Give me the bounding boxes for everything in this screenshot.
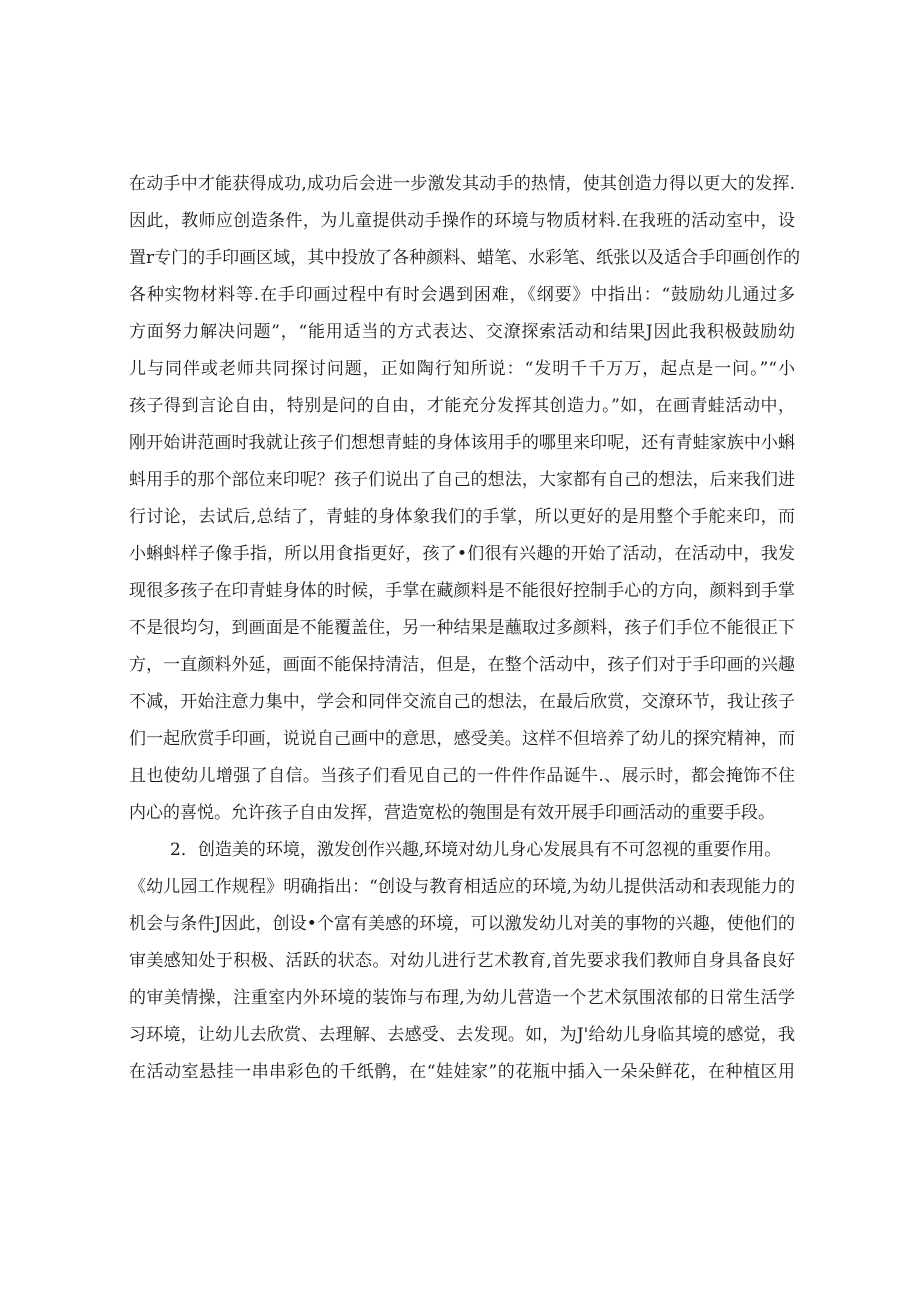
text-line: 方，一直颜料外延，画面不能保持清洁，但是，在整个活动中，孩子们对于手印画的兴趣 <box>129 655 795 675</box>
text-line: 方面努力解决问题”，“能用适当的方式表达、交潦探索活动和结果J因此我积极鼓励幼 <box>129 322 795 342</box>
text-line: 刚开始讲范画时我就让孩子们想想青蛙的身体该用手的哪里来印呢，还有青蛙家族中小蝌 <box>129 433 795 453</box>
text-line: 在动手中才能获得成功,成功后会进一步激发其动手的热情，使其创造力得以更大的发挥. <box>129 174 795 194</box>
text-line: 因此，教师应创造条件，为儿童提供动手操作的环境与物质材料.在我班的活动室中，设 <box>129 211 795 231</box>
text-line: 的审美情操，注重室内外环境的装饰与布理,为幼儿营造一个艺术氛围浓郁的日常生活学 <box>129 988 795 1008</box>
text-line: 在活动室悬挂一串串彩色的千纸鹘，在“娃娃家”的花瓶中插入一朵朵鲜花，在种植区用 <box>129 1062 795 1082</box>
text-line: 不减，开始注意力集中，学会和同伴交流自己的想法，在最后欣赏，交潦环节，我让孩子 <box>129 692 795 712</box>
text-line: 小蝌蚪样子像手指，所以用食指更好，孩了•们很有兴趣的开始了活动，在活动中，我发 <box>129 544 795 564</box>
text-line: 机会与条件J因此，创设•个富有美感的环境，可以激发幼儿对美的事物的兴趣，使他们的 <box>129 914 795 934</box>
text-line: 审美感知处于积极、活跃的状态。对幼儿进行艺术教育,首先要求我们教师自身具备良好 <box>129 951 795 971</box>
text-line: 《幼儿园工作规程》明确指出：“创设与教育相适应的环境,为幼儿提供活动和表现能力的 <box>129 877 795 897</box>
text-line: 现很多孩子在印青蛙身体的时候，手掌在藏颜料是不能很好控制手心的方向，颜料到手掌 <box>129 581 795 601</box>
text-line: 们一起欣赏手印画，说说自己画中的意思，感受美。这样不但培养了幼儿的探究精神，而 <box>129 729 795 749</box>
text-line: 不是很均匀，到画面是不能覆盖住，另一种结果是蘸取过多颜料，孩子们手位不能很正下 <box>129 618 795 638</box>
text-line: 孩子得到言论自由，特别是问的自由，才能充分发挥其创造力。”如，在画青蛙活动中， <box>129 396 795 416</box>
text-line: 习环境，让幼儿去欣赏、去理解、去感受、去发现。如，为J'给幼儿身临其境的感觉，我 <box>129 1025 795 1045</box>
text-line: 蚪用手的那个部位来印呢？孩子们说出了自己的想法，大家都有自己的想法，后来我们进 <box>129 470 795 490</box>
text-line: 儿与同伴或老师共同探讨问题，正如陶行知所说：“发明千千万万，起点是一问。”“小 <box>129 359 795 379</box>
text-line: 置r专门的手印画区域，其中投放了各种颜料、蜡笔、水彩笔、纸张以及适合手印画创作的 <box>129 248 801 268</box>
text-line: 各种实物材料等.在手印画过程中有时会遇到困难，《纲要》中指出：“鼓励幼儿通过多 <box>129 285 795 305</box>
text-line: 行讨论，去试后,总结了，青蛙的身体象我们的手掌，所以更好的是用整个手舵来印，而 <box>129 507 795 527</box>
text-line: 内心的喜悦。允许孩子自由发挥，营造宽松的匏围是有效开展手印画活动的重要手段。 <box>129 803 775 823</box>
text-line: 且也使幼儿增强了自信。当孩子们看见自己的一件件作品诞牛.、展示时，都会掩饰不住 <box>129 766 795 786</box>
section-heading-line: 2．创造美的环境，激发创作兴趣,环境对幼儿身心发展具有不可忽视的重要作用。 <box>170 840 782 860</box>
